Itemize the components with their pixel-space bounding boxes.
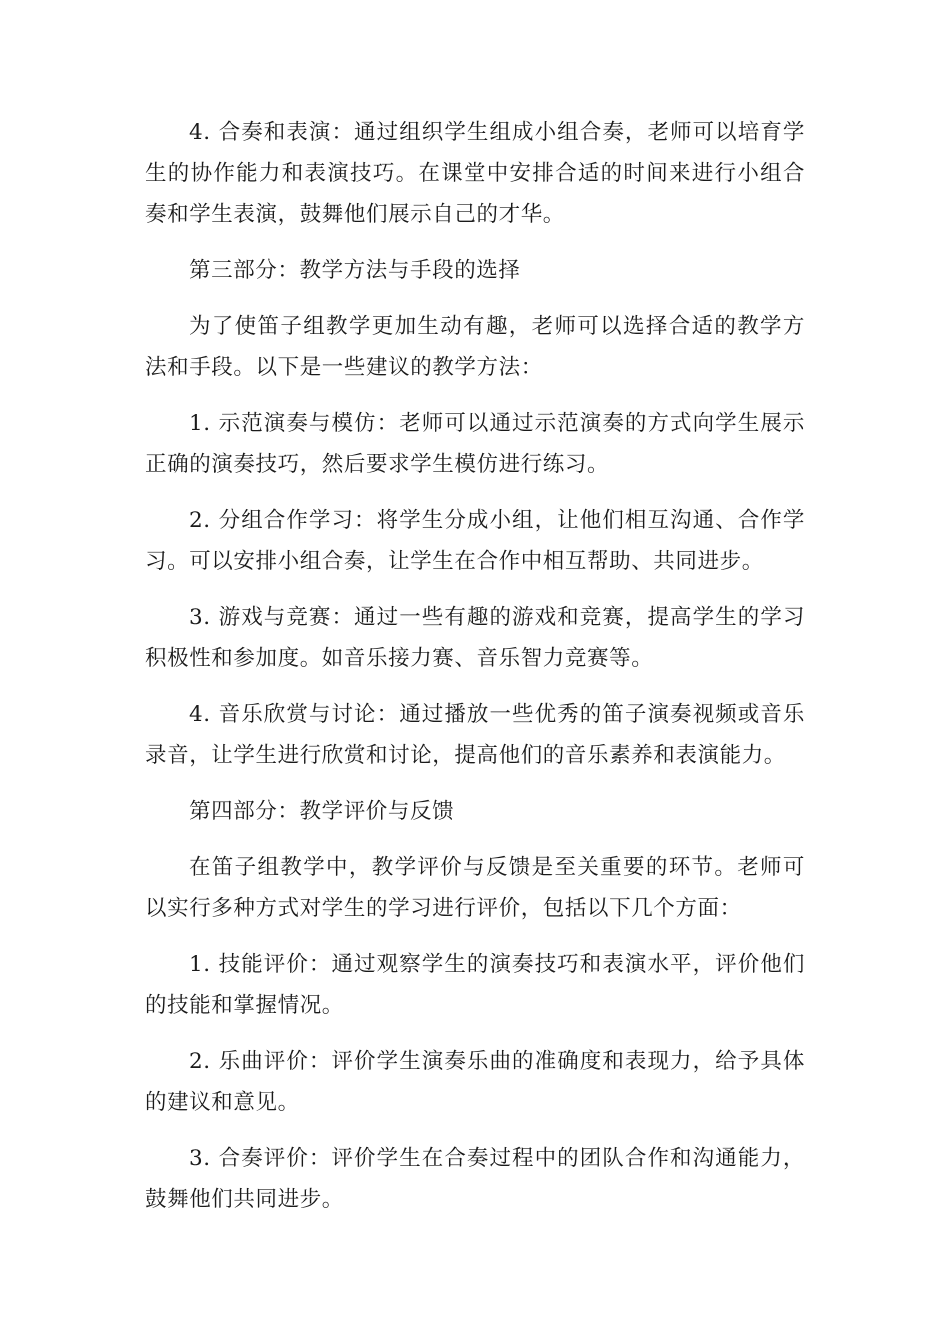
paragraph-music-appreciation: 4. 音乐欣赏与讨论：通过播放一些优秀的笛子演奏视频或音乐录音，让学生进行欣赏和讨论，提高他们的音乐素养和表演能力。 <box>145 702 805 768</box>
paragraph-demonstration: 1. 示范演奏与模仿：老师可以通过示范演奏的方式向学生展示正确的演奏技巧，然后要求学生模仿进行练习。 <box>145 411 805 477</box>
paragraph-skill-evaluation: 1. 技能评价：通过观察学生的演奏技巧和表演水平，评价他们的技能和掌握情况。 <box>145 952 805 1018</box>
paragraph-ensemble-evaluation: 3. 合奏评价：评价学生在合奏过程中的团队合作和沟通能力，鼓舞他们共同进步。 <box>145 1146 805 1212</box>
section-heading-part-four: 第四部分：教学评价与反馈 <box>189 799 455 824</box>
paragraph-games-contests: 3. 游戏与竞赛：通过一些有趣的游戏和竞赛，提高学生的学习积极性和参加度。如音乐接力赛、音乐智力竞赛等。 <box>145 605 805 671</box>
section-heading-part-three: 第三部分：教学方法与手段的选择 <box>189 258 521 283</box>
paragraph-piece-evaluation: 2. 乐曲评价：评价学生演奏乐曲的准确度和表现力，给予具体的建议和意见。 <box>145 1049 805 1115</box>
paragraph-evaluation-intro: 在笛子组教学中，教学评价与反馈是至关重要的环节。老师可以实行多种方式对学生的学习进行评价，包括以下几个方面： <box>145 855 805 921</box>
paragraph-methods-intro: 为了使笛子组教学更加生动有趣，老师可以选择合适的教学方法和手段。以下是一些建议的教学方法： <box>145 314 805 380</box>
document-body <box>145 112 805 1220</box>
paragraph-ensemble-performance: 4. 合奏和表演：通过组织学生组成小组合奏，老师可以培育学生的协作能力和表演技巧。在课堂中安排合适的时间来进行小组合奏和学生表演，鼓舞他们展示自己的才华。 <box>145 120 805 227</box>
paragraph-group-learning: 2. 分组合作学习：将学生分成小组，让他们相互沟通、合作学习。可以安排小组合奏，让学生在合作中相互帮助、共同进步。 <box>145 508 805 574</box>
